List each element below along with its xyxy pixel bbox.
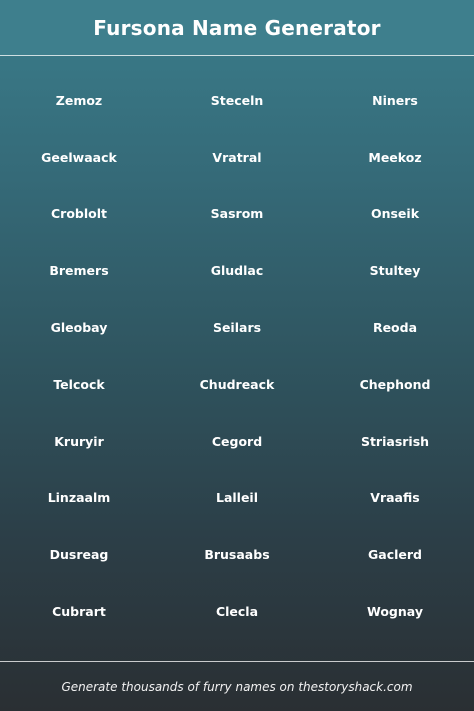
name-item: Cegord (211, 433, 263, 449)
name-item: Seilars (212, 320, 262, 336)
name-item: Sasrom (210, 206, 264, 222)
name-item: Brusaabs (204, 547, 270, 563)
name-item: Wognay (367, 604, 423, 620)
name-item: Kruryir (54, 433, 104, 449)
name-item: Vratral (212, 149, 262, 165)
name-item: Striasrish (360, 433, 430, 449)
name-item: Reoda (372, 320, 418, 336)
footer-text: Generate thousands of furry names on thestoryshack.com (61, 679, 413, 694)
name-item: Gludlac (210, 263, 264, 279)
name-item: Gaclerd (368, 547, 422, 563)
name-item: Telcock (53, 376, 105, 392)
name-item: Stultey (369, 263, 421, 279)
name-item: Chudreack (199, 376, 275, 392)
name-item: Linzaalm (47, 490, 111, 506)
name-item: Cubrart (52, 604, 106, 620)
name-item: Dusreag (49, 547, 109, 563)
name-item: Lalleil (215, 490, 259, 506)
name-item: Zemoz (55, 92, 103, 108)
header-bar (0, 0, 474, 56)
name-item: Chephond (359, 376, 431, 392)
name-item: Clecla (215, 604, 259, 620)
name-item: Meekoz (368, 149, 422, 165)
name-item: Onseik (370, 206, 420, 222)
name-item: Steceln (210, 92, 264, 108)
page-title: Fursona Name Generator (93, 15, 381, 40)
name-item: Niners (372, 92, 418, 108)
name-item: Vraafis (370, 490, 420, 506)
name-item: Gleobay (50, 320, 108, 336)
footer-bar (0, 661, 474, 711)
name-item: Bremers (49, 263, 109, 279)
name-item: Geelwaack (41, 149, 117, 165)
names-grid (0, 72, 474, 640)
name-item: Croblolt (50, 206, 107, 222)
